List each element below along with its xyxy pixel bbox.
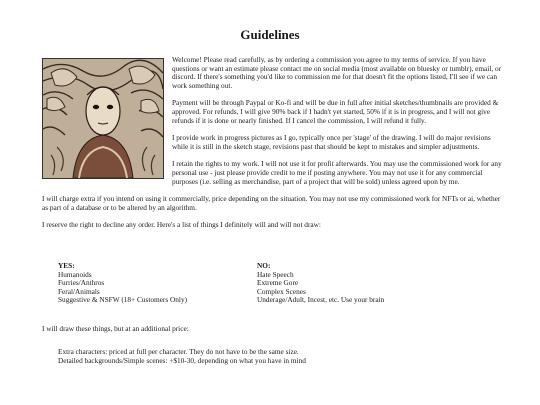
paragraph-wip: I provide work in progress pictures as I go, typically once per 'stage' of the drawing. I will do major revisions while it is still in the sketch stage, revisions past that should be kept to mistakes and simpler adjustments. (172, 133, 491, 151)
list-item: Complex Scenes (257, 286, 306, 296)
no-list (257, 262, 457, 305)
price-list (58, 348, 508, 365)
list-item: Hate Speech (257, 269, 294, 279)
list-item: Underage/Adult, Incest, etc. Use your brain (257, 295, 385, 305)
list-item: Suggestive & NSFW (18+ Customers Only) (58, 295, 188, 305)
price-intro: I will draw these things, but at an additional price: (42, 324, 189, 333)
yes-heading: YES: (58, 261, 75, 270)
price-item-extra-characters: Extra characters: priced at full per character. They do not have to be the same size. (58, 347, 299, 356)
paragraph-rights: I retain the rights to my work. I will not use it for profit afterwards. You may use the commissioned work for any personal use - just please provide credit to me if posting anywhere. You may not use it for any commercial purposes (i.e. selling as merchandise, part of a project that will be sold) unless agreed upon by me. (172, 159, 502, 186)
paragraph-commercial: I will charge extra if you intend on using it commercially, price depending on the situation. You may not use my commissioned work for NFTs or ai, whether as part of a database or to be altered by an algorithm. (42, 194, 501, 212)
list-item: Humanoids (58, 269, 92, 279)
paragraph-welcome: Welcome! Please read carefully, as by ordering a commission you agree to my terms of service. If you have questions or want an estimate please contact me on social media (most available on bluesky or tumblr), email, or discord. If there's something you'd like to commission me for that doesn't fit the options listed, I'll see if we can work something out. (172, 55, 502, 90)
no-heading: NO: (257, 261, 271, 270)
list-item: Feral/Animals (58, 286, 100, 296)
price-item-backgrounds: Detailed backgrounds/Simple scenes: +$10-30, depending on what you have in mind (58, 355, 306, 365)
page-title: Guidelines (240, 27, 300, 42)
yes-list (58, 262, 258, 305)
list-item: Furries/Anthros (58, 278, 105, 288)
paragraph-decline: I reserve the right to decline any order. Here's a list of things I definitely will and will not draw: (42, 220, 321, 230)
paragraph-payment: Payment will be through Paypal or Ko-fi and will be due in full after initial sketches/thumbnails are provided & approved. For refunds, I will give 90% back if I hadn't yet started, 50% if it is in progress, and I will not give refunds if it is done or nearly finished. If I cancel the commission, I will refund it fully. (172, 98, 499, 125)
list-item: Extreme Gore (257, 278, 299, 288)
guidelines-text (42, 56, 508, 239)
